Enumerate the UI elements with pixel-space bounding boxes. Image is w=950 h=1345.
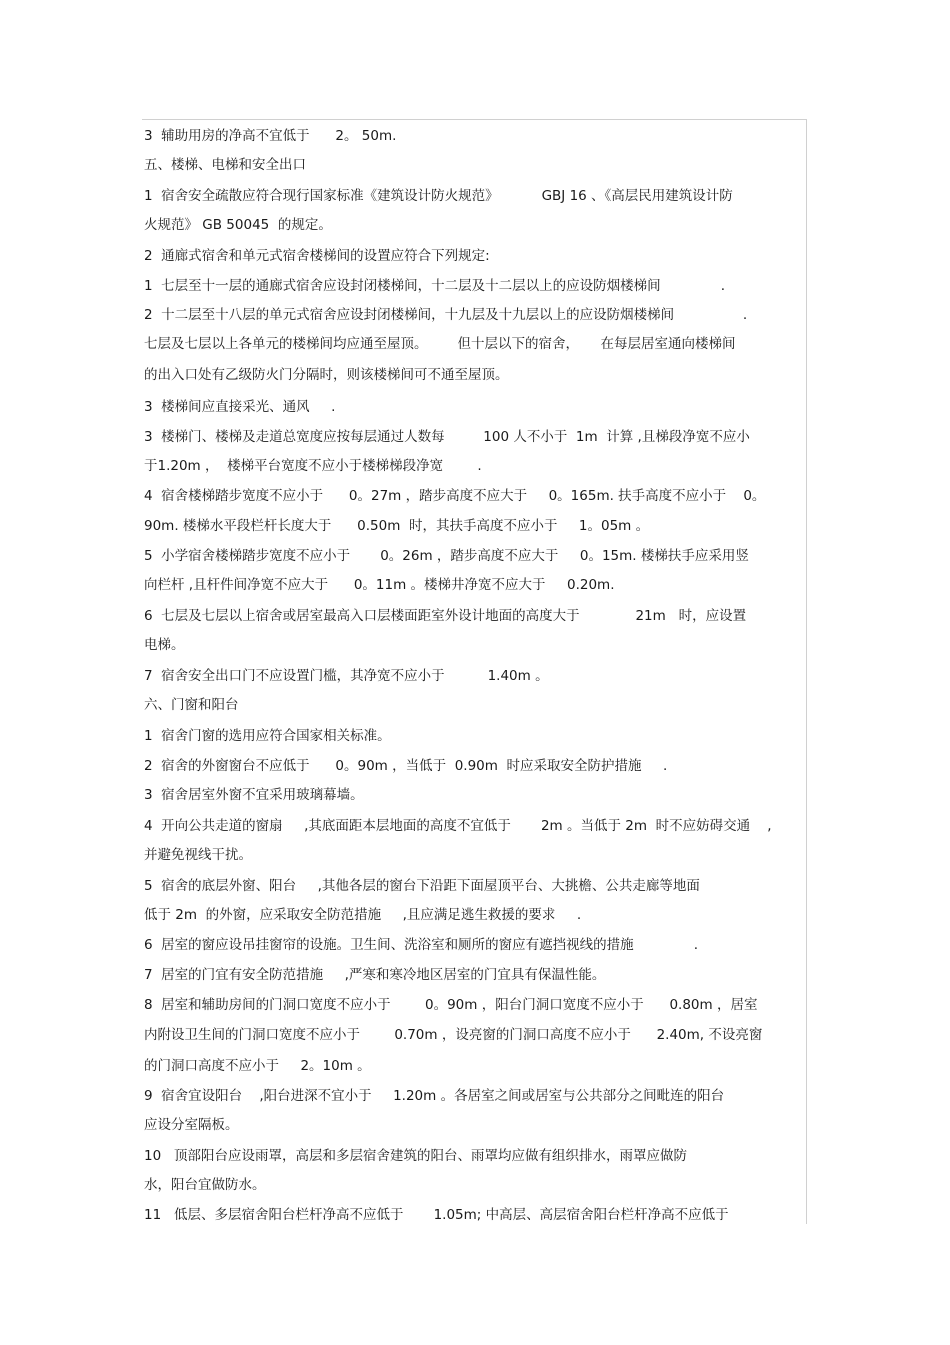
text-line: 6 七层及七层以上宿舍或居室最高入口层楼面距室外设计地面的高度大于 21m 时，应设置	[144, 608, 747, 624]
section-heading: 五、楼梯、电梯和安全出口	[144, 157, 306, 173]
text-line: 3 宿舍居室外窗不宜采用玻璃幕墙。	[144, 787, 364, 803]
text-line: 1 宿舍安全疏散应符合现行国家标准《建筑设计防火规范》 GBJ 16 、《高层民用建筑设计防	[144, 188, 733, 204]
text-line: 2 通廊式宿舍和单元式宿舍楼梯间的设置应符合下列规定:	[144, 248, 490, 264]
text-line: 2 十二层至十八层的单元式宿舍应设封闭楼梯间，十九层及十九层以上的应设防烟楼梯间 .	[144, 307, 748, 323]
text-line: 11 低层、多层宿舍阳台栏杆净高不应低于 1.05m; 中高层、高层宿舍阳台栏杆净高不应低于	[144, 1207, 729, 1223]
text-line: 应设分室隔板。	[144, 1117, 239, 1133]
text-line: 低于 2m 的外窗，应采取安全防范措施 ,且应满足逃生救援的要求 .	[144, 907, 582, 923]
text-line: 5 小学宿舍楼梯踏步宽度不应小于 0。26m ，踏步高度不应大于 0。15m. 楼梯扶手应采用竖	[144, 548, 749, 564]
text-line: 1 七层至十一层的通廊式宿舍应设封闭楼梯间，十二层及十二层以上的应设防烟楼梯间 .	[144, 278, 726, 294]
text-line: 10 顶部阳台应设雨罩，高层和多层宿舍建筑的阳台、雨罩均应做有组织排水，雨罩应做防	[144, 1148, 688, 1164]
text-line: 3 辅助用房的净高不宜低于 2。 50m.	[144, 128, 397, 144]
text-line: 水，阳台宜做防水。	[144, 1177, 266, 1193]
text-line: 3 楼梯门、楼梯及走道总宽度应按每层通过人数每 100 人不小于 1m 计算 ,且梯段净宽不应小	[144, 429, 750, 445]
text-line: 4 开向公共走道的窗扇 ,其底面距本层地面的高度不宜低于 2m 。当低于 2m 时不应妨碍交通 ,	[144, 818, 772, 834]
text-line: 于1.20m ， 楼梯平台宽度不应小于楼梯梯段净宽 .	[144, 458, 482, 474]
text-line: 90m. 楼梯水平段栏杆长度大于 0.50m 时，其扶手高度不应小于 1。05m 。	[144, 518, 650, 534]
text-line: 1 宿舍门窗的选用应符合国家相关标准。	[144, 728, 391, 744]
text-line: 3 楼梯间应直接采光、通风 .	[144, 399, 336, 415]
section-heading: 六、门窗和阳台	[144, 697, 239, 713]
text-line: 的门洞口高度不应小于 2。10m 。	[144, 1058, 371, 1074]
text-line: 7 居室的门宜有安全防范措施 ,严寒和寒冷地区居室的门宜具有保温性能。	[144, 967, 606, 983]
text-line: 6 居室的窗应设吊挂窗帘的设施。卫生间、洗浴室和厕所的窗应有遮挡视线的措施 .	[144, 937, 699, 953]
text-line: 9 宿舍宜设阳台 ,阳台进深不宜小于 1.20m 。各居室之间或居室与公共部分之间毗连的阳台	[144, 1088, 725, 1104]
text-line: 8 居室和辅助房间的门洞口宽度不应小于 0。90m ，阳台门洞口宽度不应小于 0.80m ，居室	[144, 997, 758, 1013]
text-line: 内附设卫生间的门洞口宽度不应小于 0.70m ，设亮窗的门洞口高度不应小于 2.40m, 不设亮窗	[144, 1027, 763, 1043]
text-line: 4 宿舍楼梯踏步宽度不应小于 0。27m ，踏步高度不应大于 0。165m. 扶手高度不应小于 0。	[144, 488, 766, 504]
text-line: 7 宿舍安全出口门不应设置门槛，其净宽不应小于 1.40m 。	[144, 668, 549, 684]
text-line: 电梯。	[144, 637, 185, 653]
text-line: 的出入口处有乙级防火门分隔时，则该楼梯间可不通至屋顶。	[144, 367, 509, 383]
text-line: 火规范》 GB 50045 的规定。	[144, 217, 332, 233]
text-line: 向栏杆 ,且杆件间净宽不应大于 0。11m 。楼梯井净宽不应大于 0.20m.	[144, 577, 615, 593]
text-line: 七层及七层以上各单元的楼梯间均应通至屋顶。 但十层以下的宿舍， 在每层居室通向楼梯间	[144, 336, 736, 352]
text-line: 并避免视线干扰。	[144, 847, 252, 863]
text-line: 2 宿舍的外窗窗台不应低于 0。90m ，当低于 0.90m 时应采取安全防护措施 .	[144, 758, 668, 774]
text-line: 5 宿舍的底层外窗、阳台 ,其他各层的窗台下沿距下面屋顶平台、大挑檐、公共走廊等地面	[144, 878, 700, 894]
